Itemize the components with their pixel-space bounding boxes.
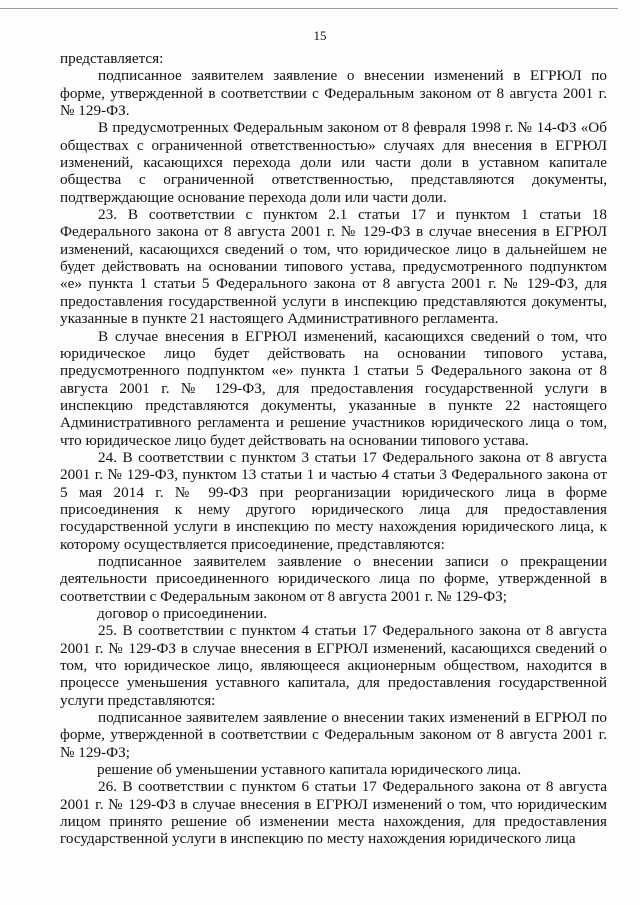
paragraph-item-24: 24. В соответствии с пунктом 3 статьи 17 Федерального закона от 8 августа 2001 г. № 129-ФЗ, пунктом 13 статьи 1 и частью 4 статьи 3 Федерального закона от 5 мая 2014 г. № 99-ФЗ при реорганизации юридического лица в форме присоединения к нему другого юридического лица для предоставления государственной услуги в инспекцию по месту нахождения юридического лица, к которому осуществляется присоединение, представляются: (60, 448, 607, 553)
paragraph-item-25: 25. В соответствии с пунктом 4 статьи 17 Федерального закона от 8 августа 2001 г. № 129-ФЗ в случае внесения в ЕГРЮЛ изменений, касающихся сведений о том, что юридическое лицо, являющееся акционерным обществом, находится в процессе уменьшения уставного капитала, для предоставления государственной услуги представляются: (60, 622, 607, 709)
top-rule (0, 8, 618, 9)
paragraph-item-23: 23. В соответствии с пунктом 2.1 статьи 17 и пунктом 1 статьи 18 Федерального закона от 8 августа 2001 г. № 129-ФЗ в случае внесения в ЕГРЮЛ изменений, касающихся сведений о том, что юридическое лицо в дальнейшем не будет действовать на основании типового устава, предусмотренного подпунктом «е» пункта 1 статьи 5 Федерального закона от 8 августа 2001 г. № 129-ФЗ, для предоставления государственной услуги в инспекцию представляются документы, указанные в пункте 21 настоящего Административного регламента. (60, 206, 607, 328)
paragraph: В предусмотренных Федеральным законом от 8 февраля 1998 г. № 14-ФЗ «Об обществах с ограниченной ответственностью» случаях для внесения в ЕГРЮЛ изменений, касающихся перехода доли или части доли в уставном капитале общества с ограниченной ответственностью, представляются документы, подтверждающие основание перехода доли или части доли. (60, 119, 607, 206)
page-number: 15 (313, 28, 327, 43)
document-body (60, 50, 607, 848)
paragraph: В случае внесения в ЕГРЮЛ изменений, касающихся сведений о том, что юридическое лицо будет действовать на основании типового устава, предусмотренного подпунктом «е» пункта 1 статьи 5 Федерального закона от 8 августа 2001 г. № 129-ФЗ, для предоставления государственной услуги в инспекцию представляются документы, указанные в пункте 22 настоящего Административного регламента и решение участников юридического лица о том, что юридическое лицо будет действовать на основании типового устава. (60, 327, 607, 449)
paragraph-lead: представляется: (60, 50, 164, 67)
paragraph: решение об уменьшении уставного капитала юридического лица. (97, 761, 522, 779)
paragraph: подписанное заявителем заявление о внесении таких изменений в ЕГРЮЛ по форме, утвержденной в соответствии с Федеральным законом от 8 августа 2001 г. № 129-ФЗ; (60, 709, 607, 761)
paragraph-item-26: 26. В соответствии с пунктом 6 статьи 17 Федерального закона от 8 августа 2001 г. № 129-ФЗ в случае внесения в ЕГРЮЛ изменений о том, что юридическим лицом принято решение об изменении места нахождения, для предоставления государственной услуги в инспекцию по месту нахождения юридического лица (60, 778, 607, 848)
paragraph: подписанное заявителем заявление о внесении изменений в ЕГРЮЛ по форме, утвержденной в соответствии с Федеральным законом от 8 августа 2001 г. № 129-ФЗ. (60, 67, 607, 120)
paragraph: подписанное заявителем заявление о внесении записи о прекращении деятельности присоединенного юридического лица по форме, утвержденной в соответствии с Федеральным законом от 8 августа 2001 г. № 129-ФЗ; (60, 552, 607, 605)
paragraph: договор о присоединении. (97, 605, 268, 622)
